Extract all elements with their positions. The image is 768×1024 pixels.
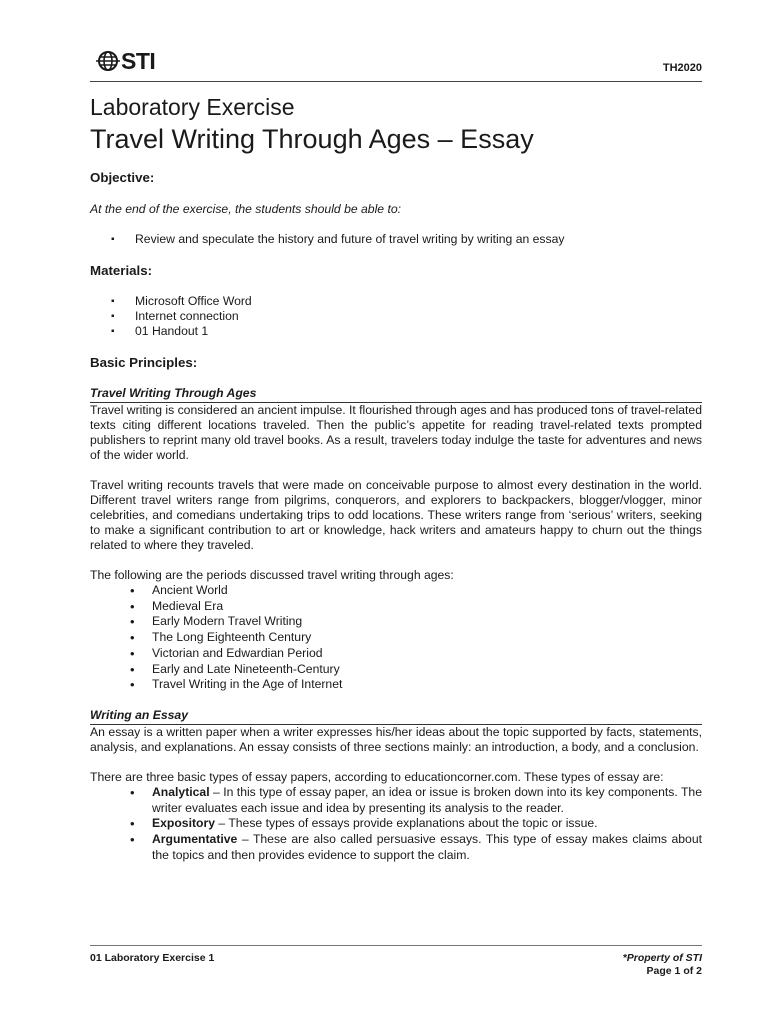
page-subtitle: Laboratory Exercise: [90, 94, 295, 120]
basic-principles-heading: Basic Principles:: [90, 355, 198, 370]
objective-list: [90, 232, 702, 247]
list-item: ▪ Review and speculate the history and future of travel writing by writing an essay: [90, 232, 702, 247]
paragraph: Travel writing is considered an ancient impulse. It flourished through ages and has produced tons of travel-related texts citing different locations traveled. Then the public’s appetite for reading travel-related texts prompted publishers to reprint many old travel books. As a result, travelers today indulge the taste for adventures and news of the wider world.: [90, 403, 702, 462]
essay-type-term: Expository: [152, 816, 215, 831]
essay-type-term: Argumentative: [152, 832, 238, 847]
essay-type-desc: – In this type of essay paper, an idea or issue is broken down into its key components. The writer evaluates each issue and idea by presenting its analysis to the reader.: [152, 784, 702, 815]
list-item: • Victorian and Edwardian Period: [90, 646, 702, 662]
objective-heading: Objective:: [90, 170, 155, 185]
footer-property: *Property of STI: [622, 952, 702, 964]
list-item: ▪ Internet connection: [90, 309, 702, 324]
footer-page-number: Page 1 of 2: [646, 965, 702, 977]
globe-icon: [96, 50, 120, 72]
section-heading-writing-essay: Writing an Essay: [90, 708, 702, 725]
page-header: [90, 45, 702, 82]
list-item: ▪ Microsoft Office Word: [90, 294, 702, 309]
page-title: Travel Writing Through Ages – Essay: [90, 124, 534, 154]
list-item: [90, 785, 702, 816]
list-item: ▪ 01 Handout 1: [90, 324, 702, 339]
logo-text: STI: [121, 48, 156, 74]
list-item: • Medieval Era: [90, 599, 702, 615]
essay-types-list: [90, 785, 702, 864]
list-item: • Early Modern Travel Writing: [90, 614, 702, 630]
list-item: [90, 816, 702, 832]
page-footer: [90, 945, 702, 986]
objective-intro: At the end of the exercise, the students should be able to:: [90, 202, 401, 216]
section-heading-travel-writing: Travel Writing Through Ages: [90, 386, 702, 403]
sti-logo: [96, 47, 155, 75]
paragraph: There are three basic types of essay papers, according to educationcorner.com. These types of essay are:: [90, 769, 664, 784]
materials-list: [90, 294, 702, 339]
paragraph: An essay is a written paper when a writer expresses his/her ideas about the topic supported by facts, statements, analysis, and explanations. An essay consists of three sections mainly: an introduction, a body, and a conclusion.: [90, 724, 702, 754]
title-block: [90, 93, 534, 157]
essay-type-term: Analytical: [152, 784, 210, 799]
essay-type-desc: – These are also called persuasive essays. This type of essay makes claims about the topics and then provides evidence to support the claim.: [152, 832, 702, 862]
footer-doc-name: 01 Laboratory Exercise 1: [90, 952, 215, 964]
paragraph: Travel writing recounts travels that were made on conceivable purpose to almost every destination in the world. Different travel writers range from pilgrims, conquerors, and explorers to backpackers, blogger/vlogger, minor celebrities, and comedians undertaking trips to odd locations. These writers range from ‘serious’ writers, seeking to make a significant contribution to art or knowledge, hack writers and amateurs happy to churn out the things related to where they traveled.: [90, 478, 702, 552]
list-item: • The Long Eighteenth Century: [90, 630, 702, 646]
main-content: [90, 170, 702, 863]
list-item: [90, 832, 702, 863]
essay-type-desc: – These types of essays provide explanations about the topic or issue.: [215, 816, 598, 831]
periods-list: [90, 583, 702, 693]
list-item: • Travel Writing in the Age of Internet: [90, 677, 702, 693]
paragraph: The following are the periods discussed travel writing through ages:: [90, 568, 454, 582]
footer-right: [623, 952, 702, 978]
list-item: • Early and Late Nineteenth-Century: [90, 662, 702, 678]
list-item: • Ancient World: [90, 583, 702, 599]
materials-heading: Materials:: [90, 263, 153, 278]
document-code: TH2020: [662, 62, 702, 74]
